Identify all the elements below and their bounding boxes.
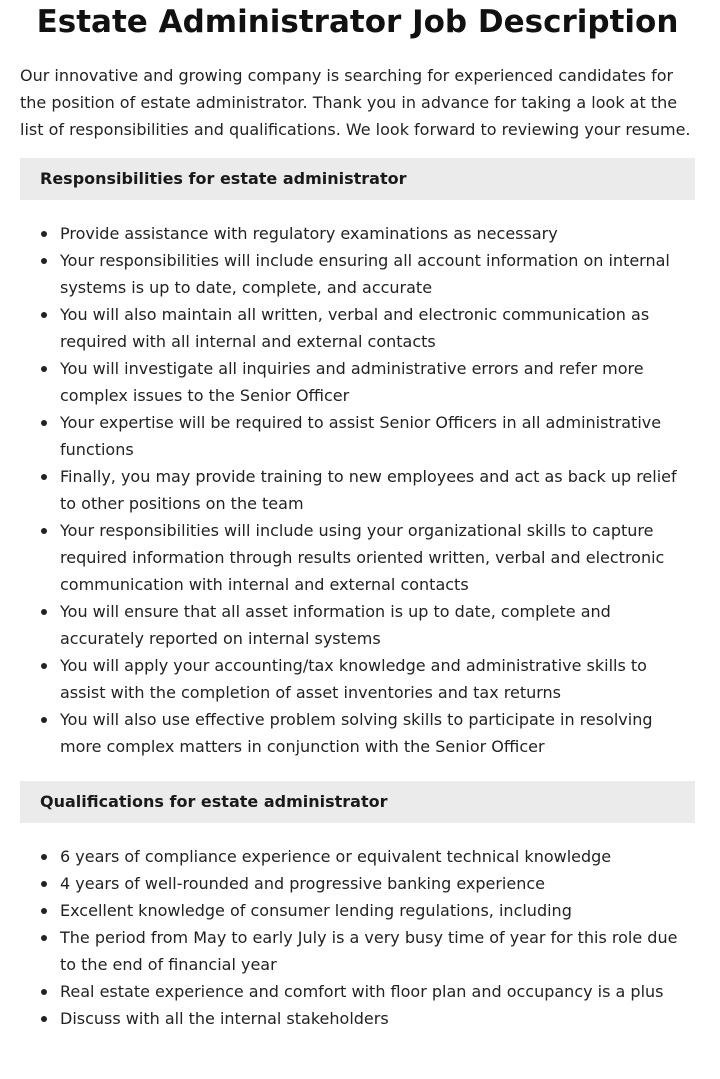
list-item-text: Provide assistance with regulatory examinations as necessary — [60, 224, 558, 243]
list-item-text: You will apply your accounting/tax knowledge and administrative skills to assist with the completion of asset inventories and tax returns — [60, 656, 647, 702]
bullet-icon — [41, 231, 47, 237]
list-item — [20, 897, 695, 924]
list-item — [20, 1005, 695, 1032]
bullet-icon — [41, 989, 47, 995]
bullet-icon — [41, 528, 47, 534]
list-item — [20, 843, 695, 870]
list-item-text: Your responsibilities will include using your organizational skills to capture required information through results oriented written, verbal and electronic communication with internal and external contacts — [60, 521, 665, 594]
bullet-icon — [41, 420, 47, 426]
list-item-text: Your responsibilities will include ensuring all account information on internal systems is up to date, complete, and accurate — [60, 251, 670, 297]
bullet-icon — [41, 881, 47, 887]
bullet-icon — [41, 366, 47, 372]
list-item-text: Real estate experience and comfort with floor plan and occupancy is a plus — [60, 982, 664, 1001]
list-item — [20, 598, 695, 652]
bullet-icon — [41, 854, 47, 860]
responsibilities-heading: Responsibilities for estate administrator — [20, 158, 695, 200]
qualifications-list — [20, 843, 695, 1032]
list-item — [20, 247, 695, 301]
bullet-icon — [41, 663, 47, 669]
qualifications-heading: Qualifications for estate administrator — [20, 781, 695, 823]
bullet-icon — [41, 312, 47, 318]
list-item — [20, 301, 695, 355]
bullet-icon — [41, 717, 47, 723]
list-item — [20, 652, 695, 706]
list-item-text: 6 years of compliance experience or equivalent technical knowledge — [60, 847, 612, 866]
responsibilities-list — [20, 220, 695, 760]
list-item — [20, 355, 695, 409]
list-item — [20, 220, 695, 247]
list-item-text: 4 years of well-rounded and progressive banking experience — [60, 874, 545, 893]
list-item — [20, 409, 695, 463]
list-item-text: You will also maintain all written, verbal and electronic communication as required with all internal and external contacts — [60, 305, 650, 351]
list-item-text: Discuss with all the internal stakeholders — [60, 1009, 389, 1028]
bullet-icon — [41, 258, 47, 264]
list-item-text: Your expertise will be required to assist Senior Officers in all administrative functions — [60, 413, 662, 459]
list-item-text: Excellent knowledge of consumer lending regulations, including — [60, 901, 572, 920]
list-item — [20, 463, 695, 517]
bullet-icon — [41, 935, 47, 941]
page-title: Estate Administrator Job Description — [36, 4, 679, 40]
list-item-text: You will investigate all inquiries and administrative errors and refer more complex issues to the Senior Officer — [60, 359, 644, 405]
list-item — [20, 870, 695, 897]
intro-paragraph: Our innovative and growing company is searching for experienced candidates for the position of estate administrator. Thank you in advance for taking a look at the list of responsibilities and qualifications. We look forward to reviewing your resume. — [20, 66, 691, 139]
bullet-icon — [41, 908, 47, 914]
list-item — [20, 924, 695, 978]
list-item — [20, 517, 695, 598]
list-item — [20, 978, 695, 1005]
bullet-icon — [41, 1016, 47, 1022]
list-item-text: You will ensure that all asset information is up to date, complete and accurately reported on internal systems — [60, 602, 611, 648]
list-item-text: Finally, you may provide training to new employees and act as back up relief to other positions on the team — [60, 467, 677, 513]
list-item — [20, 706, 695, 760]
bullet-icon — [41, 609, 47, 615]
list-item-text: You will also use effective problem solving skills to participate in resolving more complex matters in conjunction with the Senior Officer — [60, 710, 653, 756]
bullet-icon — [41, 474, 47, 480]
list-item-text: The period from May to early July is a very busy time of year for this role due to the end of financial year — [60, 928, 678, 974]
